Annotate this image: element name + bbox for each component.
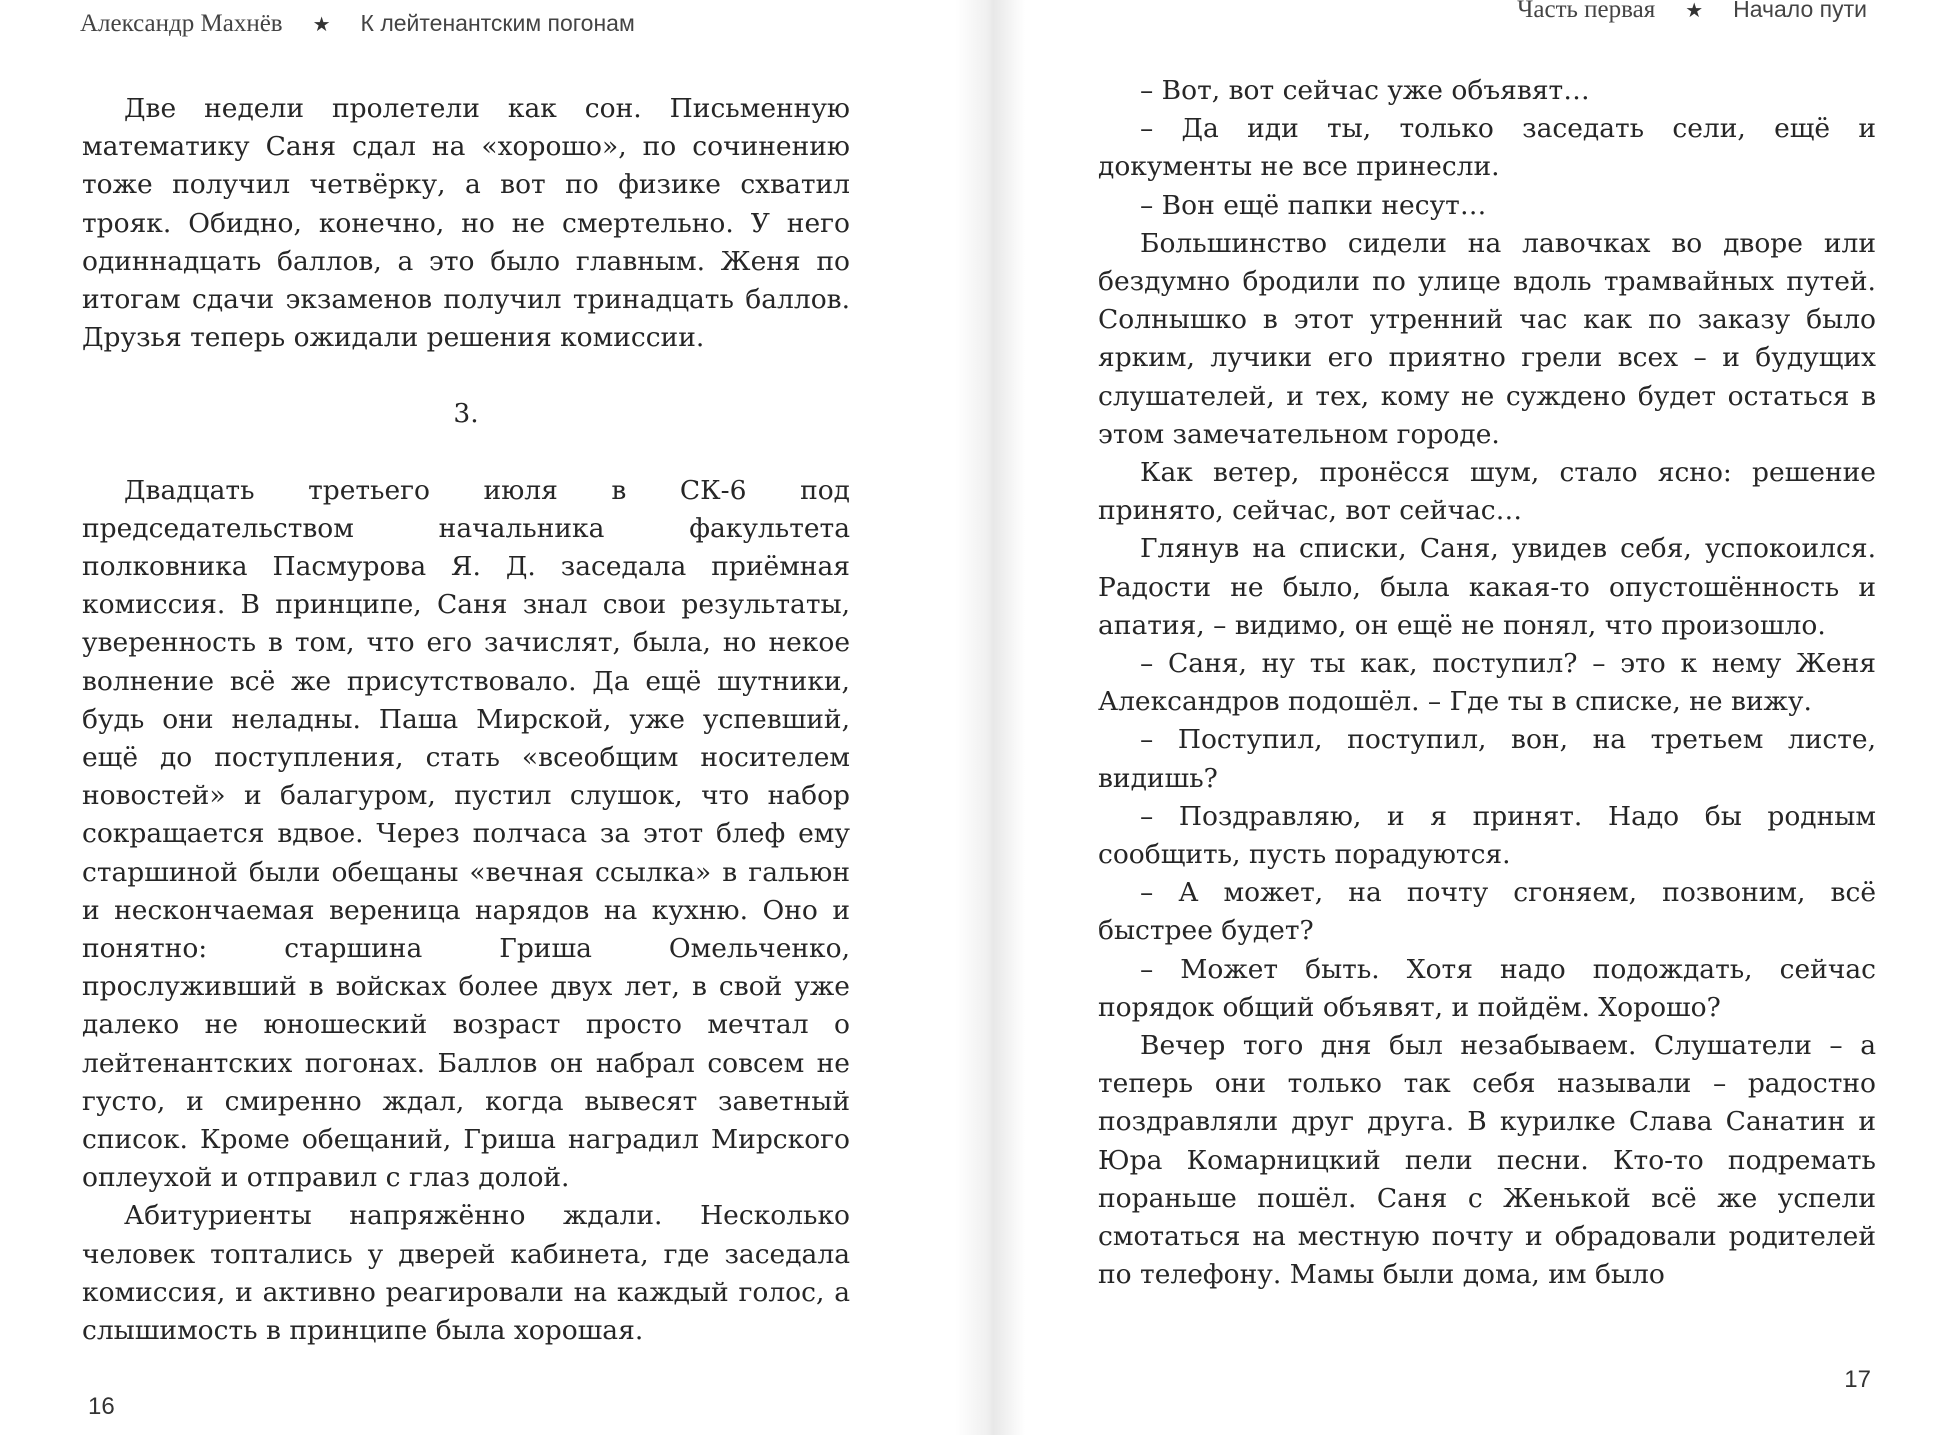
paragraph: – А может, на почту сгоняем, позвоним, всё быстрее будет? bbox=[1098, 877, 1876, 947]
book-title: К лейтенантским погонам bbox=[360, 10, 635, 36]
paragraph: – Поздравляю, и я принят. Надо бы родным сообщить, пусть порадуются. bbox=[1098, 800, 1876, 871]
paragraph: – Вот, вот сейчас уже объявят… bbox=[1140, 75, 1590, 106]
paragraph: Как ветер, пронёсся шум, стало ясно: решение принято, сейчас, вот сейчас… bbox=[1098, 457, 1876, 527]
page-number-left: 16 bbox=[88, 1393, 115, 1420]
star-separator-icon: ★ bbox=[312, 12, 331, 36]
paragraph: – Может быть. Хотя надо подождать, сейчас порядок общий объявят, и пойдём. Хорошо? bbox=[1098, 953, 1876, 1023]
left-running-head bbox=[80, 10, 635, 38]
paragraph: Вечер того дня был незабываем. Слушатели – а теперь они только так себя называли – радостно поздравляли друг друга. В курилке Слава Санатин и Юра Комарницкий пели песни. Кто-то подремать пораньше пошёл. Саня с Женькой всё же успели смотаться на местную почту и обрадовали родителей по телефону. Мамы были дома, им было bbox=[1098, 1030, 1876, 1291]
right-running-head bbox=[1517, 0, 1867, 24]
page-number-right: 17 bbox=[1844, 1366, 1871, 1393]
chapter-title: Начало пути bbox=[1733, 0, 1867, 22]
right-page bbox=[1010, 0, 1935, 1435]
section-number: 3. bbox=[453, 398, 479, 430]
part-title: Часть первая bbox=[1517, 0, 1656, 23]
author-name: Александр Махнёв bbox=[80, 10, 283, 37]
paragraph: – Саня, ну ты как, поступил? – это к нему Женя Александров подошёл. – Где ты в списке, не вижу. bbox=[1098, 648, 1876, 718]
star-separator-icon: ★ bbox=[1685, 0, 1704, 22]
left-page bbox=[0, 0, 960, 1435]
left-page-body bbox=[82, 90, 850, 1350]
paragraph: – Вон ещё папки несут… bbox=[1140, 189, 1487, 221]
paragraph: – Да иди ты, только заседать сели, ещё и документы не все принесли. bbox=[1098, 113, 1876, 183]
paragraph: Глянув на списки, Саня, увидев себя, успокоился. Радости не было, была какая-то опустошённость и апатия, – видимо, он ещё не понял, что произошло. bbox=[1098, 533, 1876, 641]
right-page-body bbox=[1098, 72, 1876, 1295]
paragraph: Большинство сидели на лавочках во дворе или бездумно бродили по улице вдоль трамвайных путей. Солнышко в этот утренний час как по заказу было ярким, лучики его приятно грели всех – и будущих слушателей, и тех, кому не суждено будет остаться в этом замечательном городе. bbox=[1098, 227, 1876, 450]
paragraph: Абитуриенты напряжённо ждали. Несколько человек топтались у дверей кабинета, где заседала комиссия, и активно реагировали на каждый голос, а слышимость в принципе была хорошая. bbox=[82, 1200, 850, 1347]
paragraph: – Поступил, поступил, вон, на третьем листе, видишь? bbox=[1098, 724, 1876, 794]
paragraph: Двадцать третьего июля в СК-6 под председательством начальника факультета полковника Пасмурова Я. Д. заседала приёмная комиссия. В принципе, Саня знал свои результаты, уверенность в том, что его зачислят, была, но некое волнение всё же присутствовало. Да ещё шутники, будь они неладны. Паша Мирской, уже успевший, ещё до поступления, стать «всеобщим носителем новостей» и балагуром, пустил слушок, что набор сокращается вдвое. Через полчаса за этот блеф ему старшиной были обещаны «вечная ссылка» в гальюн и нескончаемая вереница нарядов на кухню. Оно и понятно: старшина Гриша Омельченко, прослуживший в войсках более двух лет, в свой уже далеко не юношеский возраст просто мечтал о лейтенантских погонах. Баллов он набрал совсем не густо, и смиренно ждал, когда вывесят заветный список. Кроме обещаний, Гриша наградил Мирского оплеухой и отправил с глаз долой. bbox=[82, 474, 850, 1194]
paragraph: Две недели пролетели как сон. Письменную математику Саня сдал на «хорошо», по сочинению тоже получил четвёрку, а вот по физике схватил трояк. Обидно, конечно, но не смертельно. У него одиннадцать баллов, а это было главным. Женя по итогам сдачи экзаменов получил тринадцать баллов. Друзья теперь ожидали решения комиссии. bbox=[82, 93, 850, 354]
